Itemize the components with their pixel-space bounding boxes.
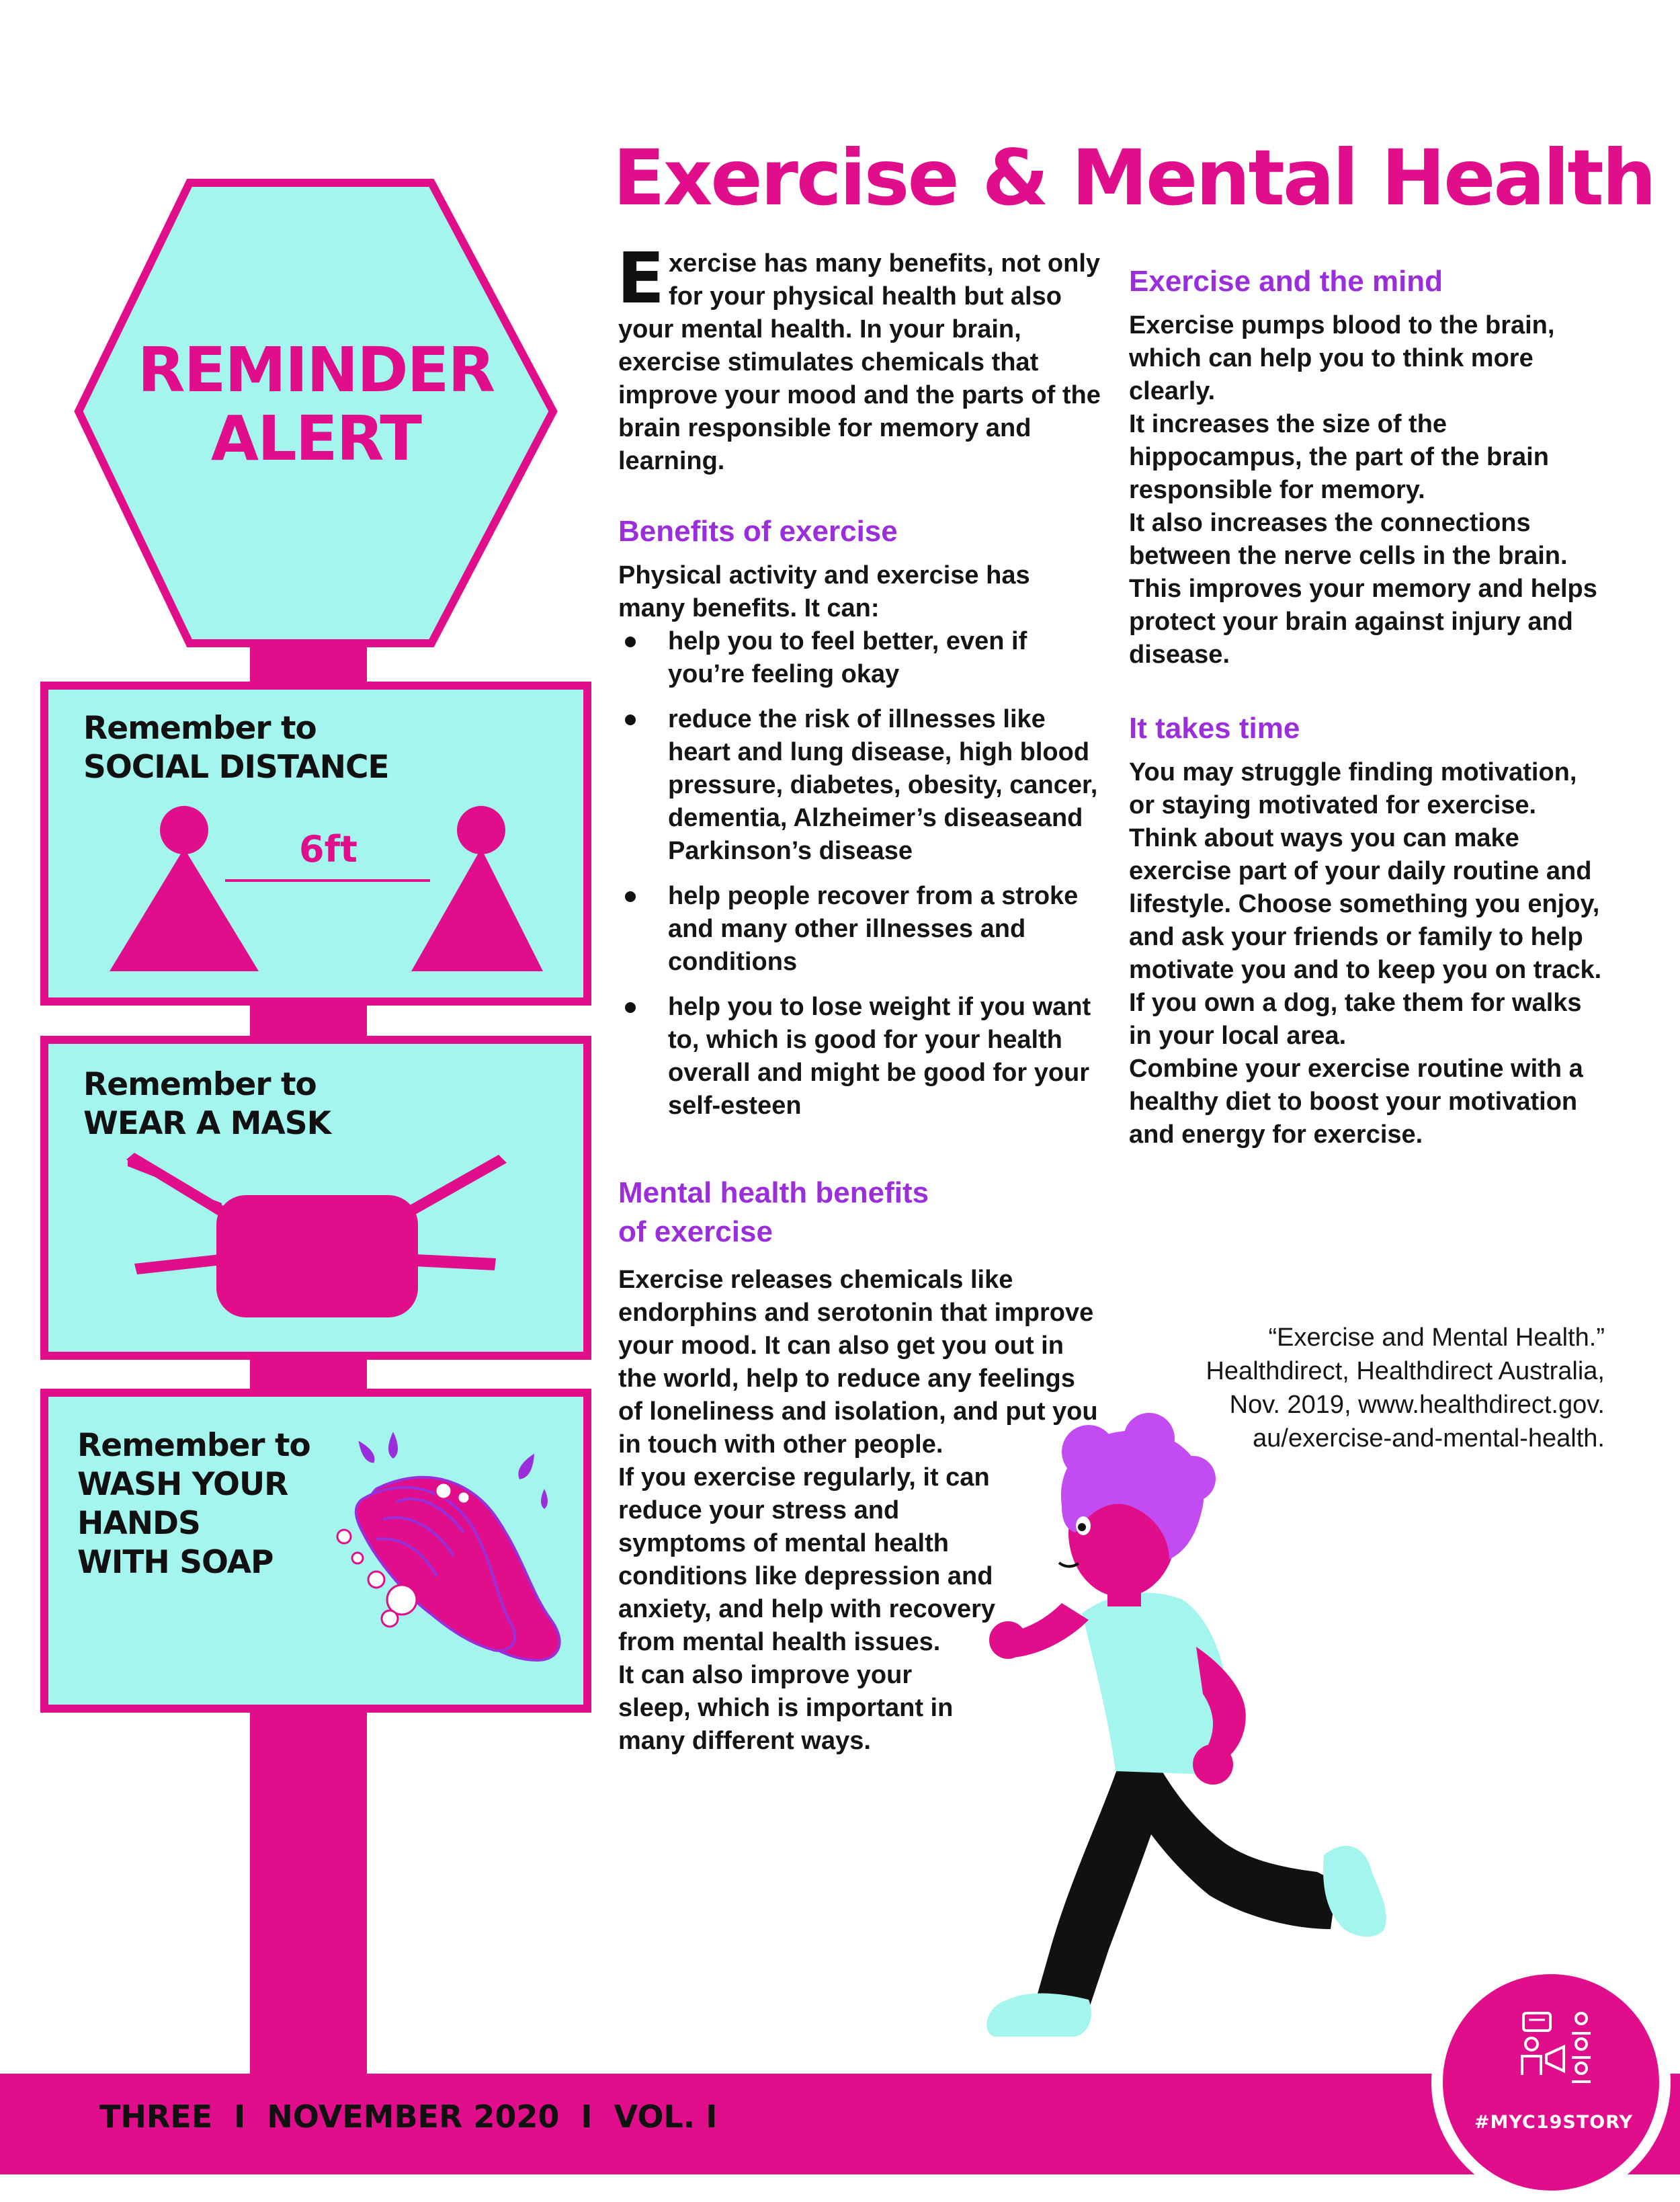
with-soap-text: WITH SOAP [77, 1544, 274, 1581]
mind-p3: It also increases the connections between the nerve cells in the brain. This improves your memory and helps protect your brain against injury and disease. [1129, 509, 1597, 669]
wear-mask-label [83, 1065, 331, 1143]
runner-illustration [927, 1398, 1411, 2064]
mind-p1: Exercise pumps blood to the brain, which can help you to think more clearly. [1129, 311, 1555, 405]
benefits-section [618, 512, 1102, 1135]
footer-text [99, 2098, 717, 2135]
wear-mask-text: WEAR A MASK [83, 1105, 331, 1142]
citation-line: Nov. 2019, www.healthdirect.gov. [1229, 1391, 1605, 1419]
remember-to-text: Remember to [83, 710, 317, 747]
time-heading: It takes time [1129, 712, 1300, 745]
list-item: reduce the risk of illnesses like heart and lung disease, high blood pressure, diabetes, obesity, cancer, dementia, Alzheimer’s diseaseand Parkinson’s disease [618, 703, 1102, 868]
myc19story-badge [1440, 1971, 1662, 2193]
footer-separator: I [234, 2098, 246, 2135]
list-item: help people recover from a stroke and many other illnesses and conditions [618, 880, 1102, 979]
wash-hands-label [77, 1426, 310, 1582]
time-p3: If you own a dog, take them for walks in your local area. [1129, 989, 1582, 1050]
reminder-heading: REMINDER [137, 334, 495, 406]
wash-your-text: WASH YOUR [77, 1466, 288, 1503]
social-distance-text: SOCIAL DISTANCE [83, 749, 389, 786]
drop-cap: E [617, 237, 665, 319]
mind-section [1129, 262, 1606, 671]
list-item: help you to lose weight if you want to, which is good for your health overall and might be good for your self-esteen [618, 991, 1102, 1123]
intro-text: xercise has many benefits, not only for your physical health but also your mental health. In your brain, exercise stimulates chemicals that improve your mood and the parts of the brain responsible for memory and learning. [618, 249, 1101, 475]
alert-heading: ALERT [210, 403, 421, 475]
reminder-sign-illustration [0, 0, 605, 2084]
mental-health-p3: It can also improve your sleep, which is important in many different ways. [618, 1661, 954, 1755]
time-p4: Combine your exercise routine with a healthy diet to boost your motivation and energy for exercise. [1129, 1055, 1583, 1149]
time-p1: You may struggle finding motivation, or staying motivated for exercise. [1129, 758, 1577, 819]
benefits-lead: Physical activity and exercise has many benefits. It can: [618, 561, 1030, 622]
page-title: Exercise & Mental Health [613, 133, 1655, 222]
storytelling-icon [1517, 2008, 1604, 2088]
mental-health-p1: Exercise releases chemicals like endorphins and serotonin that improve your mood. It can also get you out in the world, help to reduce any feelings of loneliness and isolation, and put you in touch with other people. [618, 1266, 1098, 1459]
benefits-list [618, 625, 1102, 1123]
time-p2: Think about ways you can make exercise part of your daily routine and lifestyle. Choose something you enjoy, and ask your friends or family to help motivate you and to keep you on track. [1129, 824, 1602, 984]
remember-to-text: Remember to [83, 1066, 317, 1103]
intro-paragraph [617, 237, 1102, 478]
mental-health-p2: If you exercise regularly, it can reduce your stress and symptoms of mental health conditions like depression and anxiety, and help with recovery from mental health issues. [618, 1463, 996, 1656]
mental-health-heading [618, 1174, 1102, 1252]
citation-line: “Exercise and Mental Health.” [1268, 1323, 1605, 1352]
list-item: help you to feel better, even if you’re feeling okay [618, 625, 1102, 691]
footer-separator: I [581, 2098, 593, 2135]
heading-line: of exercise [618, 1215, 773, 1248]
remember-to-text: Remember to [77, 1427, 310, 1464]
citation-line: au/exercise-and-mental-health. [1253, 1424, 1605, 1453]
social-distance-label [83, 709, 389, 787]
mind-p2: It increases the size of the hippocampus, the part of the brain responsible for memory. [1129, 410, 1549, 504]
issue-label: THREE [99, 2098, 213, 2135]
benefits-heading: Benefits of exercise [618, 515, 898, 548]
mind-heading: Exercise and the mind [1129, 265, 1443, 298]
heading-line: Mental health benefits [618, 1176, 929, 1209]
citation-line: Healthdirect, Healthdirect Australia, [1206, 1357, 1605, 1385]
badge-hashtag: #MYC19STORY [1474, 2112, 1634, 2133]
date-label: NOVEMBER 2020 [267, 2098, 560, 2135]
volume-label: VOL. I [614, 2098, 718, 2135]
hands-text: HANDS [77, 1505, 200, 1542]
time-section [1129, 709, 1606, 1151]
six-feet-label: 6ft [299, 828, 358, 870]
